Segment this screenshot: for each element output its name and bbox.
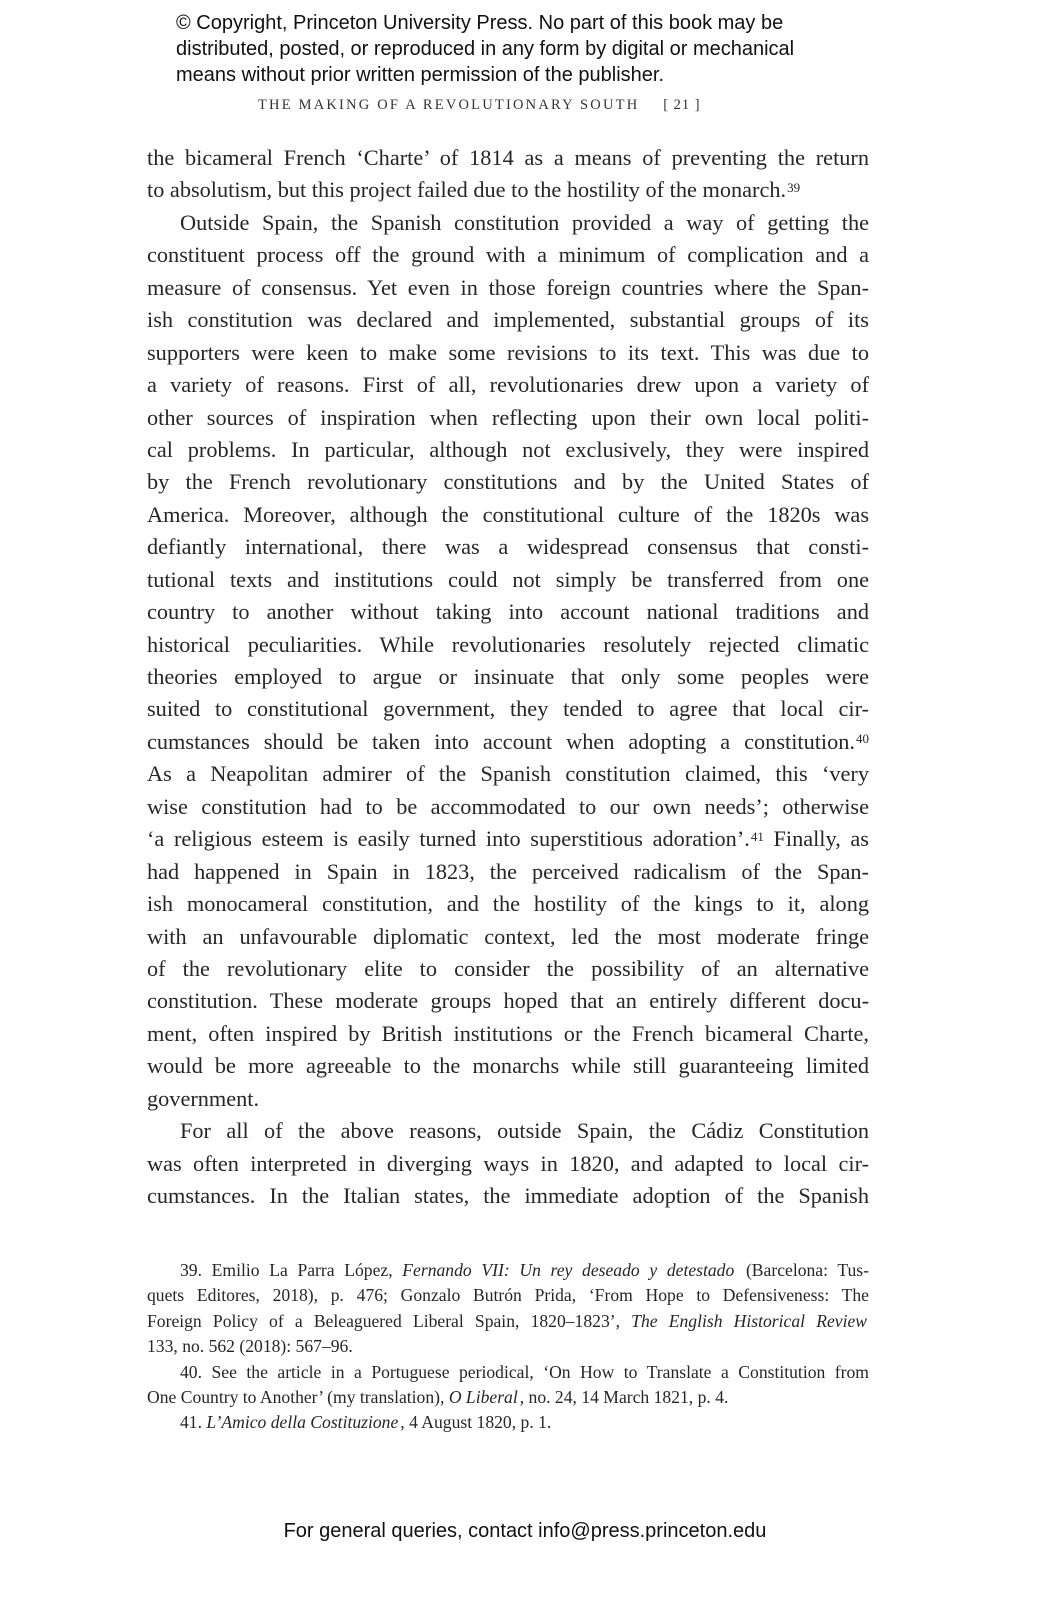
body-line	[147, 856, 869, 888]
text-segment: with an unfavourable diplomatic context, led the most moderate fringe	[147, 923, 869, 949]
text-segment: ment, often inspired by British institutions or the French bicameral Charte,	[147, 1020, 869, 1046]
footnote-line	[147, 1258, 869, 1283]
body-line	[147, 596, 869, 628]
text-segment: had happened in Spain in 1823, the perceived radicalism of the Span-	[147, 858, 869, 884]
copyright-line: means without prior written permission of the publisher.	[176, 64, 665, 86]
body-line	[147, 402, 869, 434]
text-segment: suited to constitutional government, they tended to agree that local cir-	[147, 696, 869, 722]
text-segment: America. Moreover, although the constitutional culture of the 1820s was	[147, 501, 869, 527]
footnote-ref[interactable]: 41	[750, 828, 764, 844]
footnote-line	[147, 1334, 869, 1359]
body-line	[147, 985, 869, 1017]
body-line	[147, 1180, 869, 1212]
body-line	[147, 466, 869, 498]
text-segment: measure of consensus. Yet even in those foreign countries where the Span-	[147, 274, 869, 300]
body-line	[147, 693, 869, 725]
footnote-line	[147, 1385, 869, 1410]
footnote-line	[147, 1410, 869, 1435]
body-line	[147, 1148, 869, 1180]
text-segment: Outside Spain, the Spanish constitution provided a way of getting the	[180, 209, 869, 235]
body-line	[147, 791, 869, 823]
text-segment: Foreign Policy of a Beleaguered Liberal Spain, 1820–1823’,	[147, 1310, 632, 1331]
footer-contact: For general queries, contact info@press.princeton.edu	[283, 1520, 767, 1542]
page-number: [ 21 ]	[663, 97, 701, 113]
body-line	[147, 1083, 869, 1115]
body-line	[147, 434, 869, 466]
text-segment: ish constitution was declared and implemented, substantial groups of its	[147, 307, 869, 333]
text-segment: defiantly international, there was a widespread consensus that consti-	[147, 534, 869, 560]
body-line	[147, 564, 869, 596]
footnote-line	[147, 1309, 869, 1334]
text-segment: would be more agreeable to the monarchs while still guaranteeing limited	[147, 1053, 869, 1079]
body-line	[147, 726, 869, 758]
text-segment: by the French revolutionary constitutions and by the United States of	[147, 469, 869, 495]
text-segment: to absolutism, but this project failed due to the hostility of the monarch.	[147, 177, 787, 203]
copyright-line: distributed, posted, or reproduced in any form by digital or mechanical	[176, 38, 795, 60]
text-segment: 41.	[180, 1412, 207, 1433]
text-segment: As a Neapolitan admirer of the Spanish constitution claimed, this ‘very	[147, 761, 869, 787]
copyright-line: © Copyright, Princeton University Press. No part of this book may be	[176, 12, 784, 34]
text-segment: (Barcelona: Tus-	[736, 1260, 869, 1280]
text-segment: a variety of reasons. First of all, revolutionaries drew upon a variety of	[147, 372, 869, 398]
body-line	[147, 337, 869, 369]
body-line	[147, 1115, 869, 1147]
text-segment: The English Historical Review	[631, 1310, 867, 1331]
text-segment: other sources of inspiration when reflecting upon their own local politi-	[147, 404, 869, 430]
text-segment: historical peculiarities. While revolutionaries resolutely rejected climatic	[147, 631, 869, 657]
text-segment: constitution. These moderate groups hoped that an entirely different docu-	[147, 988, 869, 1014]
text-segment: theories employed to argue or insinuate that only some peoples were	[147, 664, 869, 689]
running-head-title: THE MAKING OF A REVOLUTIONARY SOUTH	[258, 97, 640, 113]
body-line	[147, 888, 869, 920]
text-segment: of the revolutionary elite to consider the possibility of an alternative	[147, 955, 869, 981]
text-segment: 39. Emilio La Parra López,	[180, 1260, 403, 1280]
text-segment: ish monocameral constitution, and the hostility of the kings to it, along	[147, 891, 869, 917]
text-segment: cumstances. In the Italian states, the immediate adoption of the Spanish	[147, 1183, 869, 1208]
body-text	[147, 142, 869, 1212]
text-segment: , no. 24, 14 March 1821, p. 4.	[519, 1386, 729, 1407]
text-segment: cumstances should be taken into account when adopting a constitution.	[147, 728, 855, 754]
text-segment: wise constitution had to be accommodated to our own needs’; otherwise	[147, 793, 869, 819]
text-segment: was often interpreted in diverging ways in 1820, and adapted to local cir-	[147, 1150, 869, 1176]
footnote-ref[interactable]: 40	[856, 731, 869, 747]
text-segment: the bicameral French ‘Charte’ of 1814 as a means of preventing the return	[147, 145, 869, 170]
text-segment: , 4 August 1820, p. 1.	[400, 1412, 552, 1433]
text-segment: cal problems. In particular, although not exclusively, they were inspired	[147, 436, 869, 462]
text-segment: Finally, as	[763, 826, 869, 852]
body-line	[147, 953, 869, 985]
text-segment: O Liberal	[448, 1386, 518, 1407]
footnotes	[147, 1258, 869, 1436]
body-line	[147, 921, 869, 953]
body-line	[147, 272, 869, 304]
footnote-line	[147, 1283, 869, 1308]
text-segment: For all of the above reasons, outside Spain, the Cádiz Constitution	[180, 1118, 869, 1144]
text-segment: supporters were keen to make some revisions to its text. This was due to	[147, 339, 869, 365]
running-head	[258, 97, 701, 114]
text-segment: ‘a religious esteem is easily turned into superstitious adoration’.	[147, 826, 750, 852]
body-line	[147, 142, 869, 174]
body-line	[147, 174, 869, 206]
text-segment: 133, no. 562 (2018): 567–96.	[147, 1336, 353, 1357]
body-line	[147, 758, 869, 790]
body-line	[147, 369, 869, 401]
body-line	[147, 531, 869, 563]
text-segment: constituent process off the ground with a minimum of complication and a	[147, 242, 869, 268]
body-line	[147, 1050, 869, 1082]
body-line	[147, 499, 869, 531]
body-line	[147, 823, 869, 855]
body-line	[147, 629, 869, 661]
footnote-ref[interactable]: 39	[787, 179, 801, 195]
text-segment: Fernando VII: Un rey deseado y detestado	[402, 1260, 735, 1280]
text-segment: L’Amico della Costituzione	[206, 1412, 399, 1433]
footnote-line	[147, 1360, 869, 1385]
copyright-notice	[176, 10, 794, 88]
text-segment: government.	[147, 1085, 260, 1111]
body-line	[147, 239, 869, 271]
body-line	[147, 207, 869, 239]
text-segment: quets Editores, 2018), p. 476; Gonzalo Butrón Prida, ‘From Hope to Defensiveness: The	[147, 1285, 869, 1306]
body-line	[147, 1018, 869, 1050]
text-segment: country to another without taking into account national traditions and	[147, 599, 869, 625]
body-line	[147, 304, 869, 336]
text-segment: tutional texts and institutions could not simply be transferred from one	[147, 566, 869, 592]
body-line	[147, 661, 869, 693]
text-segment: One Country to Another’ (my translation),	[147, 1386, 449, 1407]
text-segment: 40. See the article in a Portuguese periodical, ‘On How to Translate a Constitution from	[180, 1361, 869, 1382]
